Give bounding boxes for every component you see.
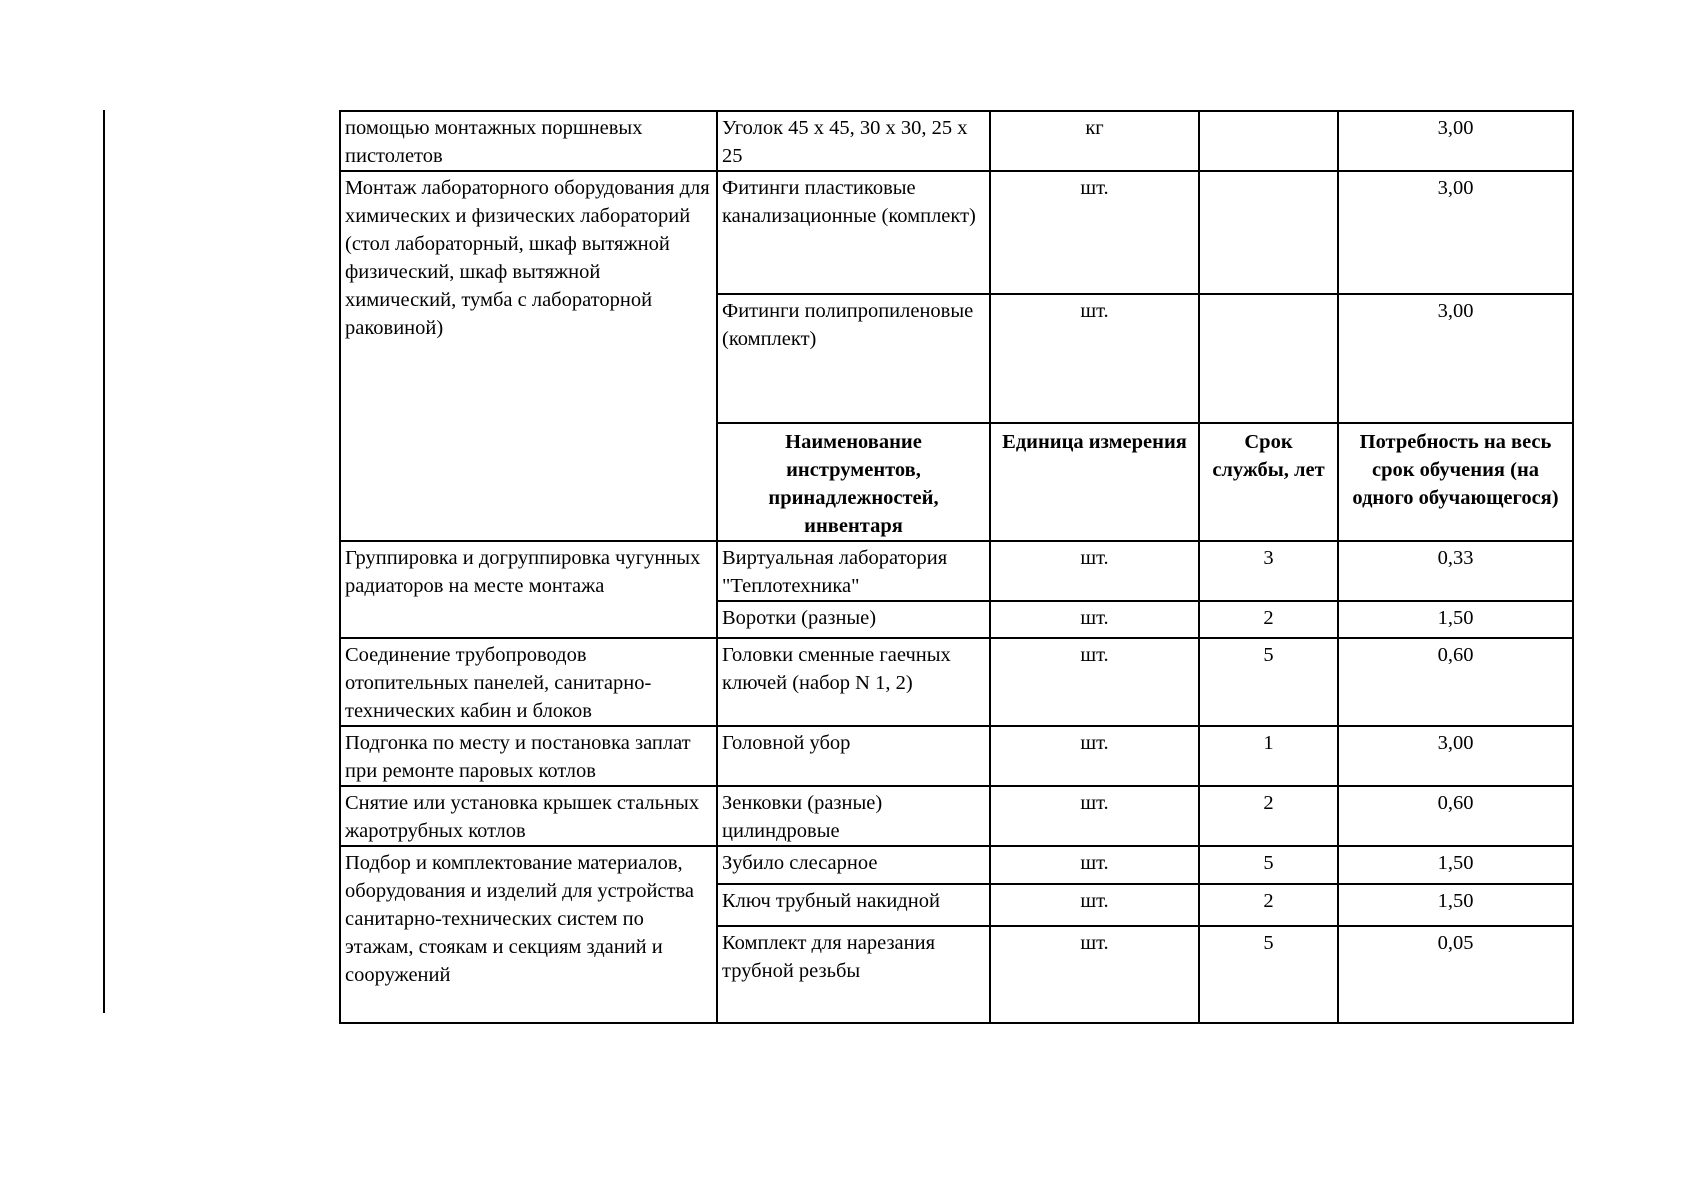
life-cell: 5 [1199,926,1338,1023]
item-name-cell: Ключ трубный накидной [717,884,990,926]
need-cell: 3,00 [1338,294,1573,423]
unit-cell: шт. [990,541,1199,601]
need-cell: 0,60 [1338,638,1573,726]
life-cell: 1 [1199,726,1338,786]
item-name-cell: Комплект для нарезания трубной резьбы [717,926,990,1023]
unit-cell: шт. [990,926,1199,1023]
header-need: Потребность на весь срок обучения (на одного обучающегося) [1338,423,1573,541]
table-row [340,111,1573,171]
item-name-cell: Фитинги пластиковые канализационные (комплект) [717,171,990,294]
unit-cell: шт. [990,638,1199,726]
item-name-cell: Воротки (разные) [717,601,990,638]
need-cell: 1,50 [1338,846,1573,884]
item-name-cell: Головки сменные гаечных ключей (набор N 1, 2) [717,638,990,726]
item-name-cell: Фитинги полипропиленовые (комплект) [717,294,990,423]
life-cell: 3 [1199,541,1338,601]
item-name-cell: Уголок 45 x 45, 30 x 30, 25 x 25 [717,111,990,171]
life-cell: 2 [1199,601,1338,638]
unit-cell: кг [990,111,1199,171]
life-cell [1199,294,1338,423]
table-row [340,786,1573,846]
need-cell: 3,00 [1338,726,1573,786]
work-cell: Подгонка по месту и постановка заплат при ремонте паровых котлов [340,726,717,786]
need-cell: 0,33 [1338,541,1573,601]
unit-cell: шт. [990,786,1199,846]
life-cell: 5 [1199,638,1338,726]
work-cell: Снятие или установка крышек стальных жаротрубных котлов [340,786,717,846]
unit-cell: шт. [990,884,1199,926]
life-cell: 5 [1199,846,1338,884]
work-cell: Монтаж лабораторного оборудования для химических и физических лабораторий (стол лабораторный, шкаф вытяжной физический, шкаф вытяжной химический, тумба с лабораторной раковиной) [340,171,717,541]
table-row [340,846,1573,884]
header-life: Срок службы, лет [1199,423,1338,541]
life-cell [1199,171,1338,294]
unit-cell: шт. [990,726,1199,786]
item-name-cell: Виртуальная лаборатория "Теплотехника" [717,541,990,601]
need-cell: 1,50 [1338,601,1573,638]
equipment-table [339,110,1574,1024]
item-name-cell: Зенковки (разные) цилиндровые [717,786,990,846]
life-cell [1199,111,1338,171]
table-row [340,726,1573,786]
item-name-cell: Головной убор [717,726,990,786]
header-unit: Единица измерения [990,423,1199,541]
unit-cell: шт. [990,294,1199,423]
table-row [340,171,1573,294]
work-cell: Группировка и догруппировка чугунных радиаторов на месте монтажа [340,541,717,638]
work-cell: Подбор и комплектование материалов, оборудования и изделий для устройства санитарно-технических систем по этажам, стоякам и секциям зданий и сооружений [340,846,717,1023]
unit-cell: шт. [990,171,1199,294]
unit-cell: шт. [990,846,1199,884]
need-cell: 3,00 [1338,171,1573,294]
table-row [340,541,1573,601]
margin-line [103,110,105,1013]
need-cell: 1,50 [1338,884,1573,926]
unit-cell: шт. [990,601,1199,638]
need-cell: 0,60 [1338,786,1573,846]
table-row [340,638,1573,726]
need-cell: 3,00 [1338,111,1573,171]
header-name: Наименование инструментов, принадлежностей, инвентаря [717,423,990,541]
work-cell: Соединение трубопроводов отопительных панелей, санитарно-технических кабин и блоков [340,638,717,726]
life-cell: 2 [1199,884,1338,926]
work-cell: помощью монтажных поршневых пистолетов [340,111,717,171]
item-name-cell: Зубило слесарное [717,846,990,884]
life-cell: 2 [1199,786,1338,846]
need-cell: 0,05 [1338,926,1573,1023]
